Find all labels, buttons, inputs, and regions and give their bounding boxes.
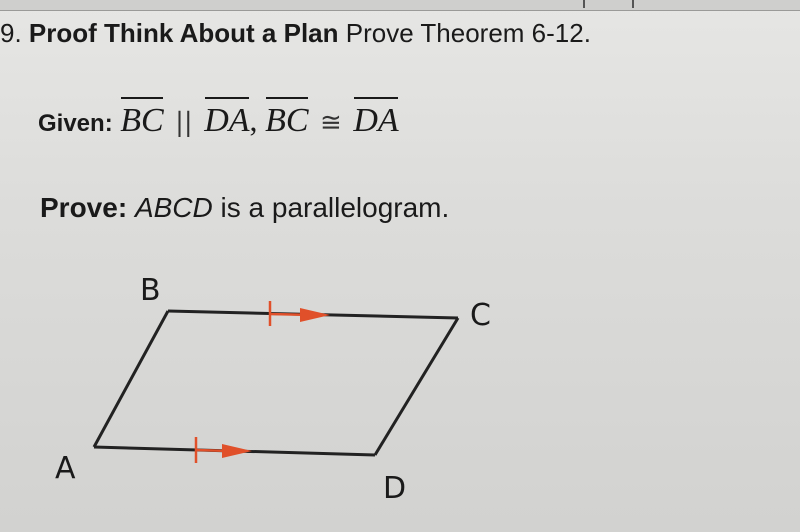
congruent-symbol: ≅ bbox=[320, 108, 342, 138]
given-label: Given: bbox=[38, 110, 113, 137]
comma: , bbox=[249, 102, 258, 138]
problem-heading bbox=[0, 18, 591, 48]
da-marks bbox=[196, 437, 252, 463]
vertex-label-a: A bbox=[55, 451, 76, 486]
problem-number: 9. bbox=[0, 18, 22, 48]
problem-category: Proof Think About a Plan bbox=[28, 18, 339, 48]
parallelogram-sides bbox=[94, 311, 458, 455]
given-statement bbox=[38, 97, 399, 144]
bc-marks bbox=[270, 301, 330, 326]
vertex-label-b: B bbox=[140, 273, 161, 308]
segment-da: DA bbox=[353, 97, 398, 141]
edge-tick bbox=[632, 0, 634, 8]
segment-da: DA bbox=[204, 97, 249, 141]
side-cd bbox=[375, 318, 458, 455]
arrow-head bbox=[300, 308, 330, 322]
edge-tick bbox=[583, 0, 585, 8]
prove-label: Prove: bbox=[40, 192, 128, 223]
parallel-symbol: || bbox=[175, 108, 193, 138]
segment-bc: BC bbox=[120, 97, 163, 141]
page-top-edge bbox=[0, 0, 800, 11]
vertex-label-d: D bbox=[383, 471, 407, 506]
problem-instruction: Prove Theorem 6-12. bbox=[345, 18, 591, 48]
prove-text: is a parallelogram. bbox=[220, 192, 450, 223]
side-ab bbox=[94, 311, 168, 447]
parallelogram-figure bbox=[0, 250, 520, 532]
segment-bc: BC bbox=[265, 97, 308, 141]
vertex-label-c: C bbox=[470, 298, 491, 333]
figure-name: ABCD bbox=[134, 192, 213, 223]
arrow-head bbox=[222, 444, 252, 458]
prove-statement bbox=[40, 190, 449, 226]
